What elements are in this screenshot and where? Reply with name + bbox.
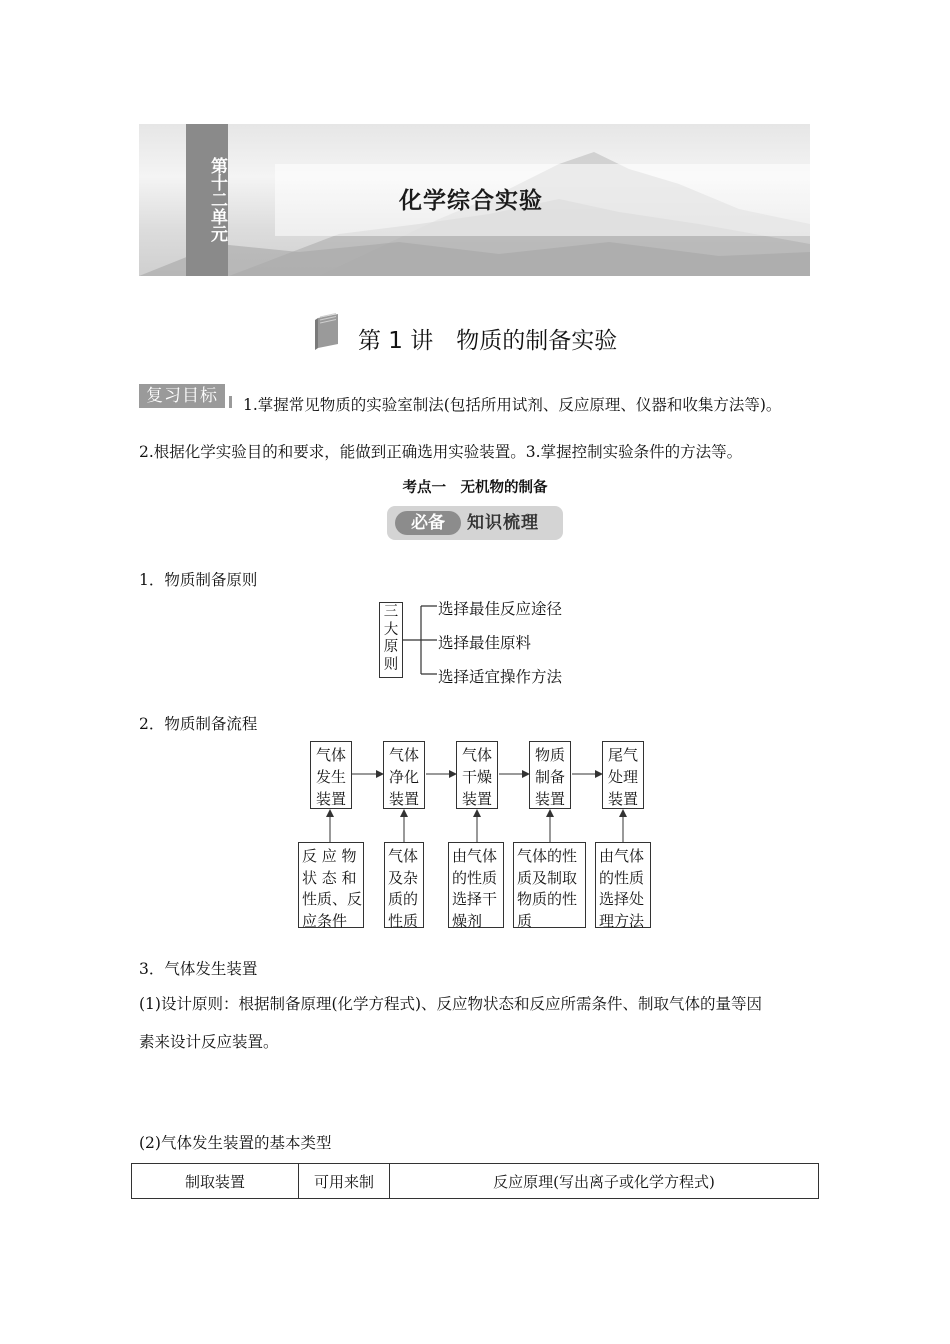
flow-step-text: 净化 <box>388 768 419 786</box>
section-2-heading: 2．物质制备流程 <box>139 715 258 733</box>
flow-basis-box: 气体的性 质及制取 物质的性 质 <box>513 842 586 928</box>
principles-root-char: 三 <box>383 604 399 620</box>
flow-basis-box: 反 应 物 状 态 和 性质、反 应条件 <box>298 842 364 928</box>
flow-step-box <box>310 741 352 809</box>
flow-step-box <box>602 741 644 809</box>
table-header-row <box>132 1164 819 1199</box>
gas-generator-table <box>131 1163 819 1199</box>
flow-basis-box: 由气体 的性质 选择干 燥剂 <box>448 842 504 928</box>
essential-knowledge-badge <box>387 506 563 540</box>
review-goal-line-2: 2.根据化学实验目的和要求，能做到正确选用实验装置。3.掌握控制实验条件的方法等。 <box>139 443 743 461</box>
section-3-heading: 3．气体发生装置 <box>139 960 258 978</box>
principles-root-box <box>379 602 403 678</box>
badge-left-label: 必备 <box>395 511 461 535</box>
flow-step-text: 装置 <box>607 790 638 808</box>
section-3-subheading: (2)气体发生装置的基本类型 <box>139 1134 332 1152</box>
flow-basis-box: 气体 及杂 质的 性质 <box>384 842 424 928</box>
principles-bracket <box>403 600 439 682</box>
principles-root-char: 大 <box>383 621 399 638</box>
flow-step-text: 气体 <box>461 746 492 764</box>
table-header-cell: 可用来制 <box>299 1164 390 1199</box>
principle-item: 选择最佳原料 <box>438 634 532 652</box>
flow-step-text: 尾气 <box>607 746 638 764</box>
flow-step-box <box>383 741 425 809</box>
principles-root-char: 原 <box>383 639 399 655</box>
design-principle-line-1: (1)设计原则：根据制备原理(化学方程式)、反应物状态和反应所需条件、制取气体的量等因 <box>139 995 763 1013</box>
flow-step-text: 装置 <box>388 790 419 808</box>
principle-item: 选择最佳反应途径 <box>438 600 563 618</box>
review-goal-line-1: 1.掌握常见物质的实验室制法(包括所用试剂、反应原理、仪器和收集方法等)。 <box>243 396 782 414</box>
unit-tab <box>186 124 228 276</box>
lesson-title: 第 1 讲 物质的制备实验 <box>358 328 618 354</box>
badge-right-label: 知识梳理 <box>467 513 539 533</box>
flow-step-box <box>529 741 571 809</box>
flow-step-text: 处理 <box>607 768 638 786</box>
unit-title: 化学综合实验 <box>399 188 543 214</box>
flow-step-text: 干燥 <box>461 768 492 786</box>
unit-label: 第十二单元 <box>207 156 227 242</box>
flow-step-text: 发生 <box>315 768 346 786</box>
flow-step-text: 制备 <box>534 768 565 786</box>
flow-step-text: 装置 <box>534 790 565 808</box>
flow-step-text: 装置 <box>461 790 492 808</box>
flow-step-text: 气体 <box>388 746 419 764</box>
principle-item: 选择适宜操作方法 <box>438 668 563 686</box>
review-goals-badge: 复习目标 <box>139 384 225 408</box>
principles-root-char: 则 <box>383 656 399 673</box>
section-1-heading: 1．物质制备原则 <box>139 571 258 589</box>
flow-step-text: 物质 <box>534 746 565 764</box>
table-header-cell: 制取装置 <box>132 1164 299 1199</box>
book-icon <box>312 312 342 350</box>
flow-step-text: 气体 <box>315 746 346 764</box>
badge-divider <box>229 396 232 408</box>
exam-point-heading: 考点一 无机物的制备 <box>402 480 548 496</box>
table-header-cell: 反应原理(写出离子或化学方程式) <box>390 1164 819 1199</box>
unit-banner <box>139 124 810 276</box>
flow-step-box <box>456 741 498 809</box>
flow-step-text: 装置 <box>315 790 346 808</box>
design-principle-line-2: 素来设计反应装置。 <box>139 1033 279 1051</box>
flow-basis-box: 由气体 的性质 选择处 理方法 <box>595 842 651 928</box>
